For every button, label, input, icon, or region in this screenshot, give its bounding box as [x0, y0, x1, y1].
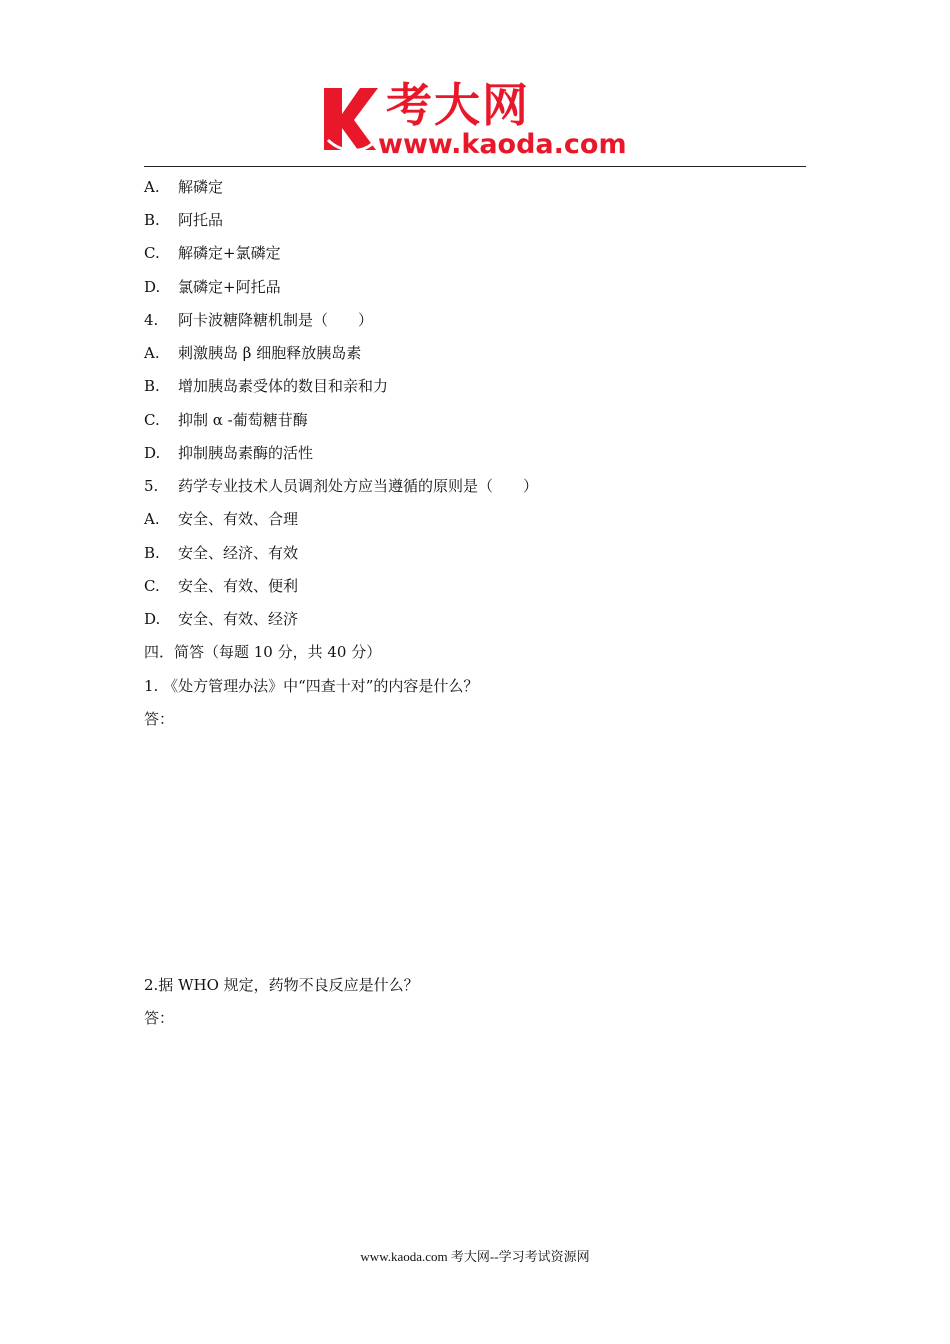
- option-line: [144, 343, 361, 363]
- option-line: [144, 410, 308, 430]
- option-text: 解磷定+氯磷定: [178, 244, 281, 262]
- option-label: C.: [144, 244, 160, 262]
- page-header: [144, 70, 806, 167]
- option-label: B.: [144, 377, 160, 395]
- option-text: 安全、有效、合理: [178, 510, 299, 528]
- option-line: [144, 443, 313, 463]
- option-line: [144, 609, 298, 629]
- option-label: B.: [144, 544, 160, 562]
- question-line: [144, 310, 373, 330]
- option-line: [144, 177, 223, 197]
- question-line: [144, 476, 538, 496]
- option-label: A.: [144, 510, 160, 528]
- short-answer-question: 1. 《处方管理办法》中“四查十对”的内容是什么？: [144, 677, 479, 695]
- option-text: 安全、经济、有效: [178, 544, 299, 562]
- option-text: 安全、有效、便利: [178, 577, 299, 595]
- option-label: C.: [144, 411, 160, 429]
- option-label: C.: [144, 577, 160, 595]
- option-line: [144, 277, 281, 297]
- option-label: D.: [144, 444, 161, 462]
- option-text: 抑制胰岛素酶的活性: [178, 444, 314, 462]
- option-text: 刺激胰岛 β 细胞释放胰岛素: [178, 344, 362, 362]
- question-text: 药学专业技术人员调剂处方应当遵循的原则是（ ）: [178, 477, 539, 495]
- option-text: 阿托品: [178, 211, 224, 229]
- k-logo-icon: [320, 84, 380, 154]
- option-label: D.: [144, 610, 161, 628]
- kaoda-logo: [320, 78, 640, 160]
- option-text: 安全、有效、经济: [178, 610, 299, 628]
- option-line: [144, 543, 298, 563]
- short-answer-question: 2.据 WHO 规定，药物不良反应是什么？: [144, 976, 419, 994]
- option-label: A.: [144, 344, 160, 362]
- section-title: 四．简答（每题 10 分，共 40 分）: [144, 643, 382, 661]
- page-footer: www.kaoda.com 考大网--学习考试资源网: [360, 1249, 590, 1264]
- option-text: 增加胰岛素受体的数目和亲和力: [178, 377, 389, 395]
- option-line: [144, 509, 298, 529]
- answer-label: 答：: [144, 1009, 175, 1027]
- option-line: [144, 376, 388, 396]
- option-label: B.: [144, 211, 160, 229]
- option-text: 氯磷定+阿托品: [178, 278, 281, 296]
- question-number: 4.: [144, 311, 159, 329]
- option-text: 抑制 α -葡萄糖苷酶: [178, 411, 308, 429]
- option-line: [144, 243, 281, 263]
- answer-label: 答：: [144, 710, 175, 728]
- option-label: D.: [144, 278, 161, 296]
- logo-url: www.kaoda.com: [378, 129, 627, 160]
- option-line: [144, 576, 298, 596]
- logo-text: 考大网: [386, 78, 530, 132]
- option-label: A.: [144, 178, 160, 196]
- question-number: 5.: [144, 477, 159, 495]
- option-text: 解磷定: [178, 178, 224, 196]
- option-line: [144, 210, 223, 230]
- question-text: 阿卡波糖降糖机制是（ ）: [178, 311, 374, 329]
